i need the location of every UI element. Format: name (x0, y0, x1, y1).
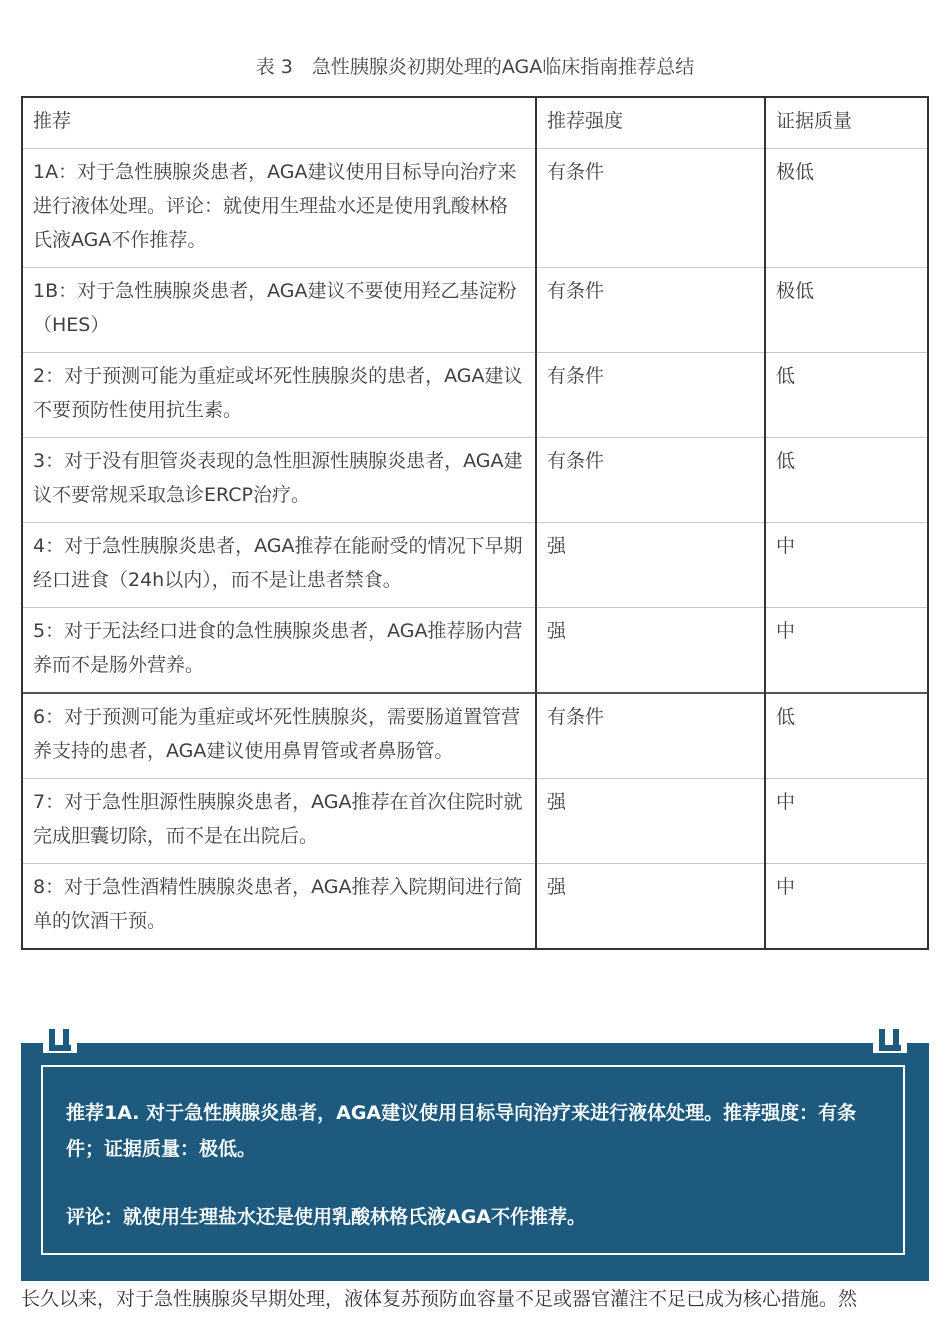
quality-cell: 极低 (765, 268, 928, 353)
recommendation-cell: 4：对于急性胰腺炎患者，AGA推荐在能耐受的情况下早期经口进食（24h以内），而不是让患者禁食。 (22, 523, 536, 608)
quality-cell: 极低 (765, 149, 928, 268)
quality-cell: 中 (765, 608, 928, 694)
recommendation-cell: 8：对于急性酒精性胰腺炎患者，AGA推荐入院期间进行简单的饮酒干预。 (22, 864, 536, 950)
table-row (22, 864, 928, 950)
table-row (22, 523, 928, 608)
body-paragraph: 长久以来，对于急性胰腺炎早期处理，液体复苏预防血容量不足或器官灌注不足已成为核心措施。然 (21, 1288, 858, 1310)
recommendation-cell: 3：对于没有胆管炎表现的急性胆源性胰腺炎患者，AGA建议不要常规采取急诊ERCP治疗。 (22, 438, 536, 523)
quote-close-icon (873, 1023, 907, 1053)
strength-cell: 有条件 (536, 268, 765, 353)
highlight-box (21, 1043, 929, 1281)
table-row (22, 438, 928, 523)
table-row (22, 779, 928, 864)
strength-cell: 有条件 (536, 149, 765, 268)
recommendation-cell: 2：对于预测可能为重症或坏死性胰腺炎的患者，AGA建议不要预防性使用抗生素。 (22, 353, 536, 438)
table-caption: 表 3 急性胰腺炎初期处理的AGA临床指南推荐总结 (255, 56, 695, 78)
quote-open-icon (43, 1023, 77, 1053)
recommendation-table (21, 96, 929, 950)
strength-cell: 强 (536, 523, 765, 608)
recommendation-cell: 1A：对于急性胰腺炎患者，AGA建议使用目标导向治疗来进行液体处理。评论：就使用生理盐水还是使用乳酸林格氏液AGA不作推荐。 (22, 149, 536, 268)
table-row (22, 608, 928, 694)
highlight-recommendation-text: 推荐1A. 对于急性胰腺炎患者，AGA建议使用目标导向治疗来进行液体处理。推荐强度：有条件；证据质量：极低。 (66, 1102, 857, 1160)
strength-cell: 强 (536, 864, 765, 950)
table-row (22, 268, 928, 353)
header-recommendation: 推荐 (22, 97, 536, 149)
strength-cell: 有条件 (536, 693, 765, 779)
strength-cell: 强 (536, 779, 765, 864)
quality-cell: 中 (765, 864, 928, 950)
header-strength: 推荐强度 (536, 97, 765, 149)
quality-cell: 低 (765, 353, 928, 438)
highlight-comment-text: 评论：就使用生理盐水还是使用乳酸林格氏液AGA不作推荐。 (66, 1206, 587, 1228)
quality-cell: 低 (765, 693, 928, 779)
quality-cell: 中 (765, 779, 928, 864)
recommendation-cell: 5：对于无法经口进食的急性胰腺炎患者，AGA推荐肠内营养而不是肠外营养。 (22, 608, 536, 694)
strength-cell: 有条件 (536, 353, 765, 438)
quality-cell: 中 (765, 523, 928, 608)
table-row (22, 149, 928, 268)
table-row (22, 693, 928, 779)
recommendation-cell: 1B：对于急性胰腺炎患者，AGA建议不要使用羟乙基淀粉（HES） (22, 268, 536, 353)
table-header-row (22, 97, 928, 149)
quality-cell: 低 (765, 438, 928, 523)
recommendation-cell: 6：对于预测可能为重症或坏死性胰腺炎，需要肠道置管营养支持的患者，AGA建议使用鼻胃管或者鼻肠管。 (22, 693, 536, 779)
strength-cell: 有条件 (536, 438, 765, 523)
recommendation-cell: 7：对于急性胆源性胰腺炎患者，AGA推荐在首次住院时就完成胆囊切除，而不是在出院后。 (22, 779, 536, 864)
strength-cell: 强 (536, 608, 765, 694)
header-quality: 证据质量 (765, 97, 928, 149)
highlight-inner-frame (41, 1065, 905, 1255)
table-row (22, 353, 928, 438)
